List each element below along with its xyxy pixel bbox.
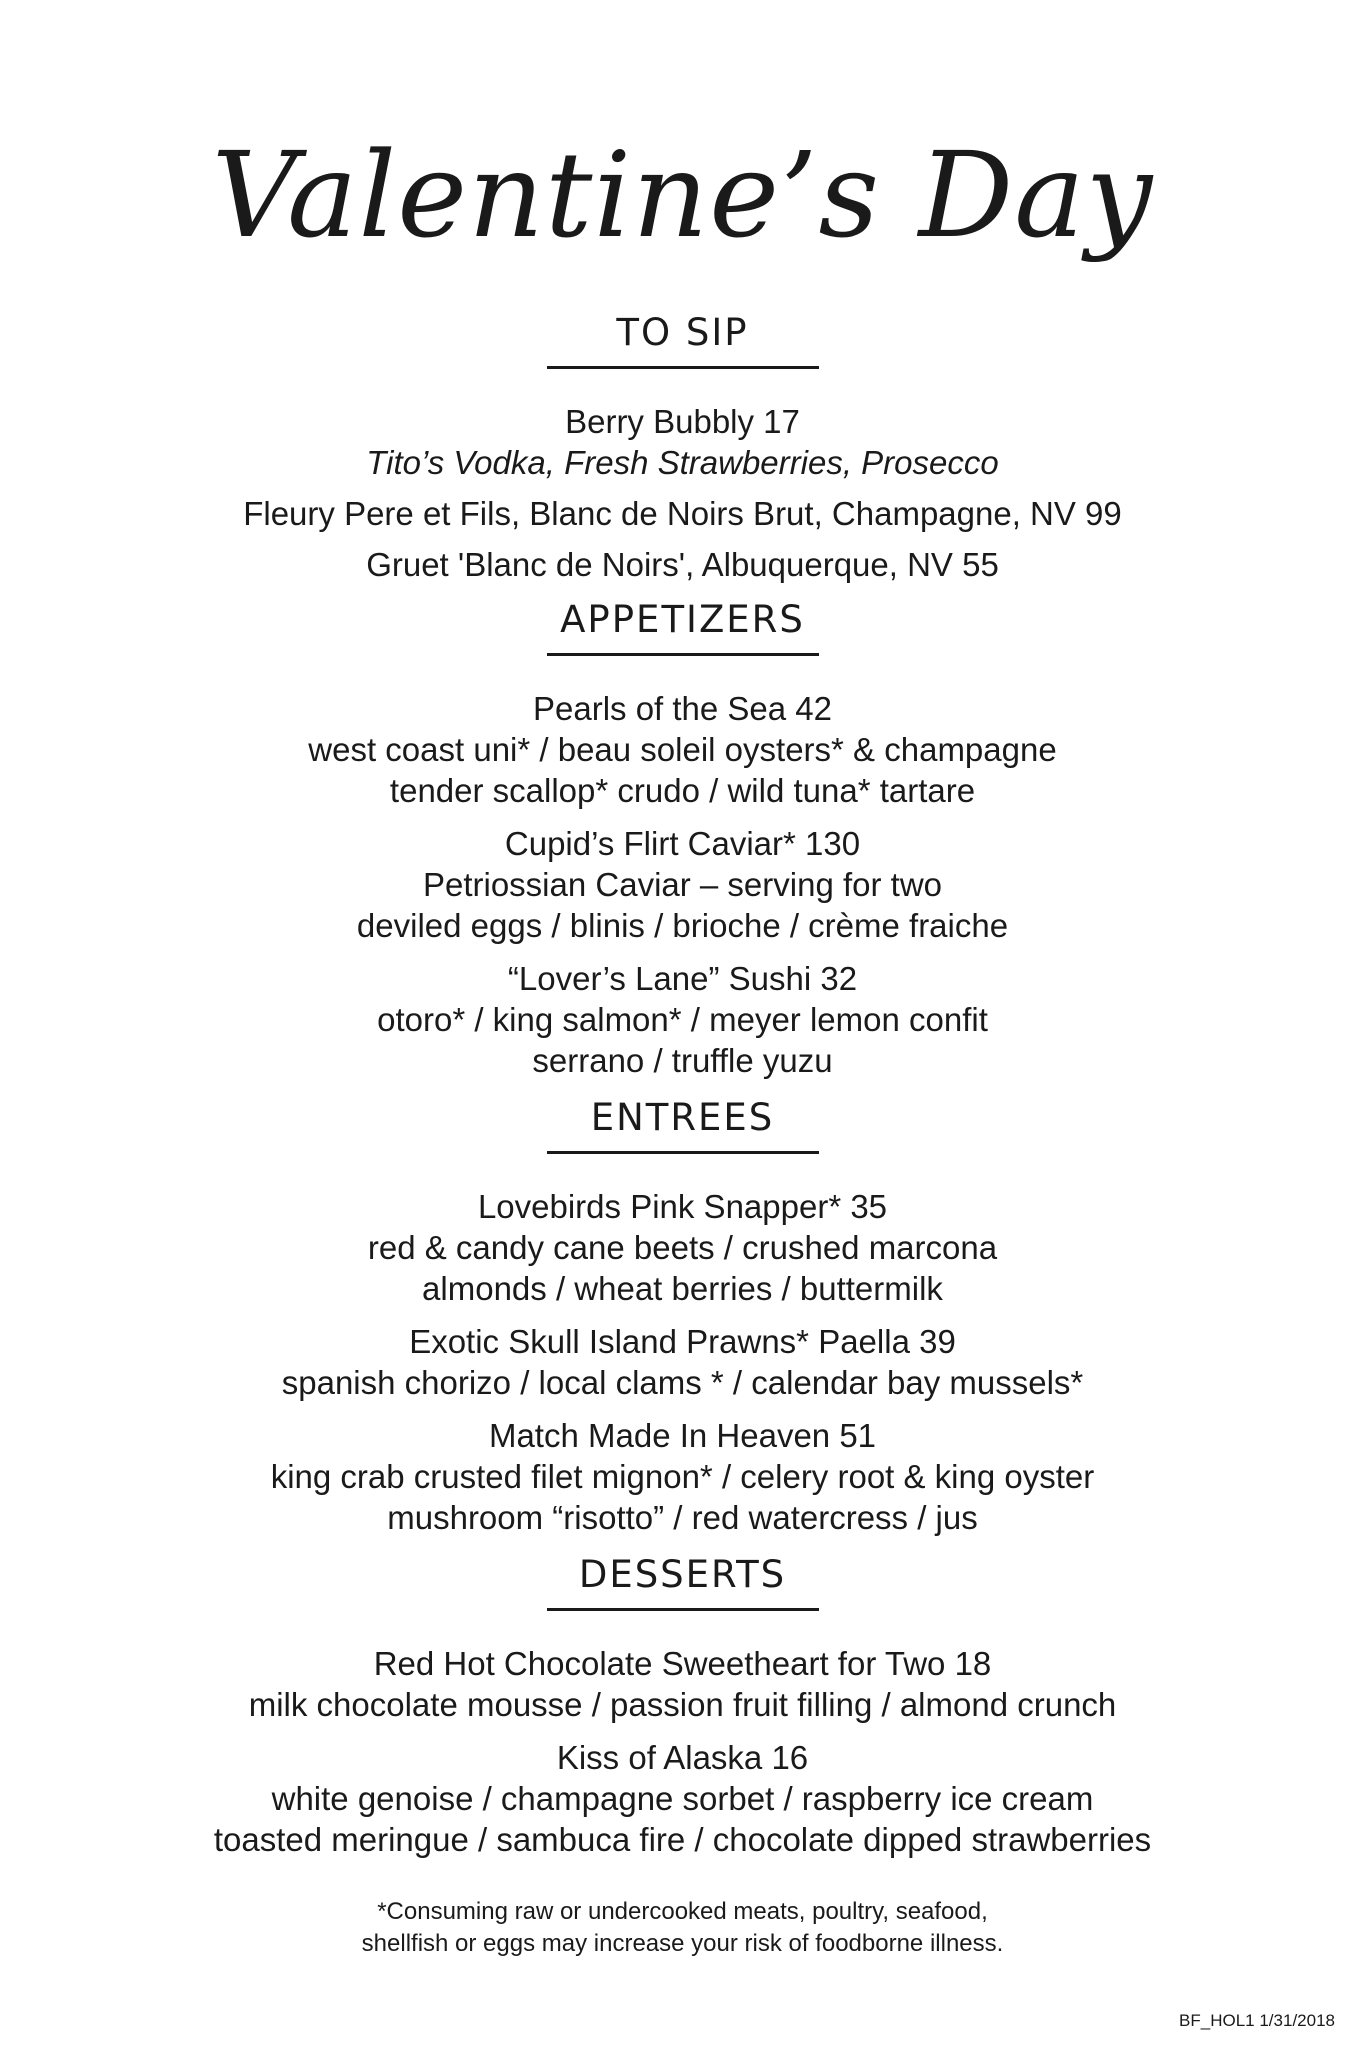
section-divider: [547, 1151, 819, 1154]
item-name: Match Made In Heaven 51: [488, 1417, 877, 1454]
item-name: Pearls of the Sea 42: [532, 690, 833, 727]
section-appetizers: [0, 595, 1365, 1081]
section-heading: DESSERTS: [578, 1553, 787, 1596]
menu-item: [0, 544, 1365, 585]
menu-item: [0, 1186, 1365, 1309]
item-description: toasted meringue / sambuca fire / chocolate dipped strawberries: [213, 1821, 1152, 1858]
item-description: serrano / truffle yuzu: [532, 1042, 833, 1079]
item-name: Cupid’s Flirt Caviar* 130: [504, 825, 861, 862]
item-name: Red Hot Chocolate Sweetheart for Two 18: [373, 1645, 992, 1682]
menu-item: [0, 1643, 1365, 1725]
item-name: Exotic Skull Island Prawns* Paella 39: [409, 1323, 956, 1360]
item-description: king crab crusted filet mignon* / celery root & king oyster: [270, 1458, 1095, 1495]
menu-item: [0, 493, 1365, 534]
menu-item: [0, 1415, 1365, 1538]
section-divider: [547, 366, 819, 369]
menu-title: Valentine’s Day: [211, 126, 1154, 264]
disclaimer-line: *Consuming raw or undercooked meats, poultry, seafood,: [377, 1898, 988, 1925]
menu-item: [0, 1737, 1365, 1860]
section-entrees: [0, 1093, 1365, 1538]
menu-item: [0, 1321, 1365, 1403]
menu-item: [0, 823, 1365, 946]
item-description: mushroom “risotto” / red watercress / jus: [387, 1499, 978, 1536]
item-description: Petriossian Caviar – serving for two: [422, 866, 943, 903]
item-name: Gruet 'Blanc de Noirs', Albuquerque, NV 55: [366, 546, 999, 583]
item-description: otoro* / king salmon* / meyer lemon confit: [377, 1001, 988, 1038]
section-divider: [547, 653, 819, 656]
item-name: Fleury Pere et Fils, Blanc de Noirs Brut, Champagne, NV 99: [243, 495, 1122, 532]
item-description: Tito’s Vodka, Fresh Strawberries, Prosecco: [366, 444, 999, 481]
section-desserts: [0, 1550, 1365, 1860]
item-name: Berry Bubbly 17: [565, 403, 800, 440]
disclaimer-line: shellfish or eggs may increase your risk of foodborne illness.: [361, 1930, 1004, 1957]
menu-item: [0, 688, 1365, 811]
menu-content: [0, 308, 1365, 1872]
menu-item: [0, 958, 1365, 1081]
item-name: “Lover’s Lane” Sushi 32: [507, 960, 858, 997]
item-description: red & candy cane beets / crushed marcona: [367, 1229, 998, 1266]
item-description: white genoise / champagne sorbet / raspberry ice cream: [271, 1780, 1094, 1817]
section-to-sip: [0, 308, 1365, 585]
item-name: Lovebirds Pink Snapper* 35: [477, 1188, 888, 1225]
item-description: deviled eggs / blinis / brioche / crème fraiche: [356, 907, 1009, 944]
item-description: spanish chorizo / local clams * / calendar bay mussels*: [281, 1364, 1084, 1401]
section-heading: TO SIP: [616, 311, 749, 354]
item-description: tender scallop* crudo / wild tuna* tartare: [389, 772, 976, 809]
item-description: west coast uni* / beau soleil oysters* & champagne: [308, 731, 1057, 768]
item-description: milk chocolate mousse / passion fruit filling / almond crunch: [248, 1686, 1117, 1723]
section-heading: APPETIZERS: [560, 598, 805, 641]
section-heading: ENTREES: [590, 1096, 775, 1139]
item-name: Kiss of Alaska 16: [556, 1739, 809, 1776]
item-description: almonds / wheat berries / buttermilk: [422, 1270, 943, 1307]
section-divider: [547, 1608, 819, 1611]
foodborne-illness-disclaimer: [0, 1896, 1365, 1960]
menu-code: BF_HOL1 1/31/2018: [1179, 2011, 1335, 2030]
menu-item: [0, 401, 1365, 483]
